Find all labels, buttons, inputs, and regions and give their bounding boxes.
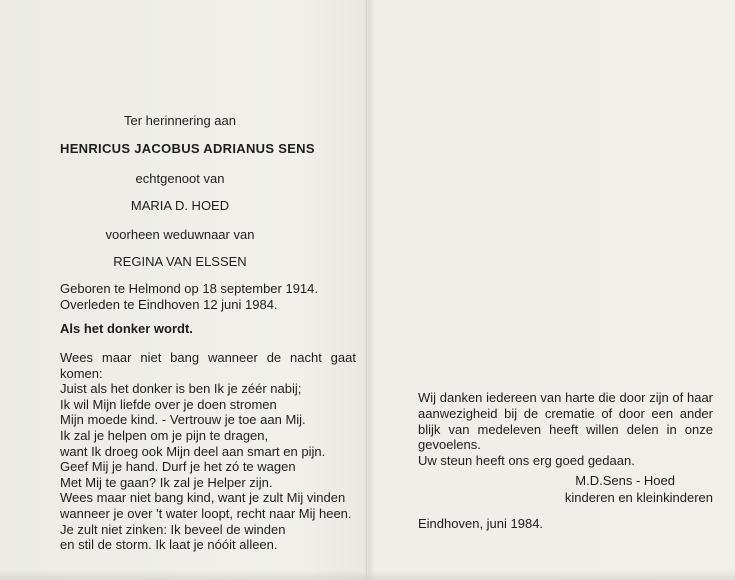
poem-line: Wees maar niet bang wanneer de nacht gaat [60, 350, 356, 365]
signature [418, 472, 713, 506]
deceased-name: HENRICUS JACOBUS ADRIANUS SENS [60, 141, 315, 156]
card-bottom-edge [0, 570, 735, 580]
poem-line: wanneer je over 't water loopt, recht naar Mij heen. [60, 505, 352, 521]
thanks-line: Wij danken iedereen van harte die door zijn of haar [418, 390, 713, 405]
spouse-intro: echtgenoot van [135, 171, 225, 186]
poem-title: Als het donker wordt. [60, 321, 193, 336]
poem [60, 350, 356, 553]
poem-line: Ik wil Mijn liefde over je doen stromen [60, 396, 277, 412]
thanks-line: aanwezigheid bij de crematie of door een ander [418, 405, 713, 421]
former-spouse-intro: voorheen weduwnaar van [105, 227, 255, 242]
poem-line: Mijn moede kind. - Vertrouw je toe aan Mij. [60, 412, 306, 428]
left-page [0, 0, 366, 580]
right-page [368, 0, 735, 580]
poem-line: Je zult niet zinken: Ik beveel de winden [60, 521, 286, 537]
birth-line: Geboren te Helmond op 18 september 1914. [60, 281, 319, 296]
signature-family: kinderen en kleinkinderen [564, 490, 713, 505]
former-spouse-name: REGINA VAN ELSSEN [113, 254, 247, 269]
poem-line: Ik zal je helpen om je pijn te dragen, [60, 427, 269, 443]
poem-line: Met Mij te gaan? Ik zal je Helper zijn. [60, 474, 273, 490]
poem-line: want Ik droeg ook Mijn deel aan smart en pijn. [60, 443, 326, 459]
thanks-text [418, 390, 713, 469]
poem-line: Wees maar niet bang kind, want je zult Mij vinden [60, 490, 346, 506]
signature-name: M.D.Sens - Hoed [575, 473, 675, 488]
poem-line: komen: [60, 365, 103, 381]
thanks-line: Uw steun heeft ons erg goed gedaan. [418, 453, 635, 469]
place-date: Eindhoven, juni 1984. [418, 516, 544, 531]
poem-line: Geef Mij je hand. Durf je het zó te wagen [60, 459, 296, 475]
thanks-line: gevoelens. [418, 437, 481, 453]
spouse-name: MARIA D. HOED [130, 198, 230, 213]
thanks-line: blijk van medeleven heeft willen delen in onze [418, 421, 713, 437]
death-line: Overleden te Eindhoven 12 juni 1984. [60, 296, 278, 312]
poem-line: Juist als het donker is ben Ik je zéér nabij; [60, 381, 302, 397]
poem-line: en stil de storm. Ik laat je nóóit alleen. [60, 537, 278, 553]
life-dates [60, 281, 318, 312]
intro-text: Ter herinnering aan [123, 113, 237, 128]
